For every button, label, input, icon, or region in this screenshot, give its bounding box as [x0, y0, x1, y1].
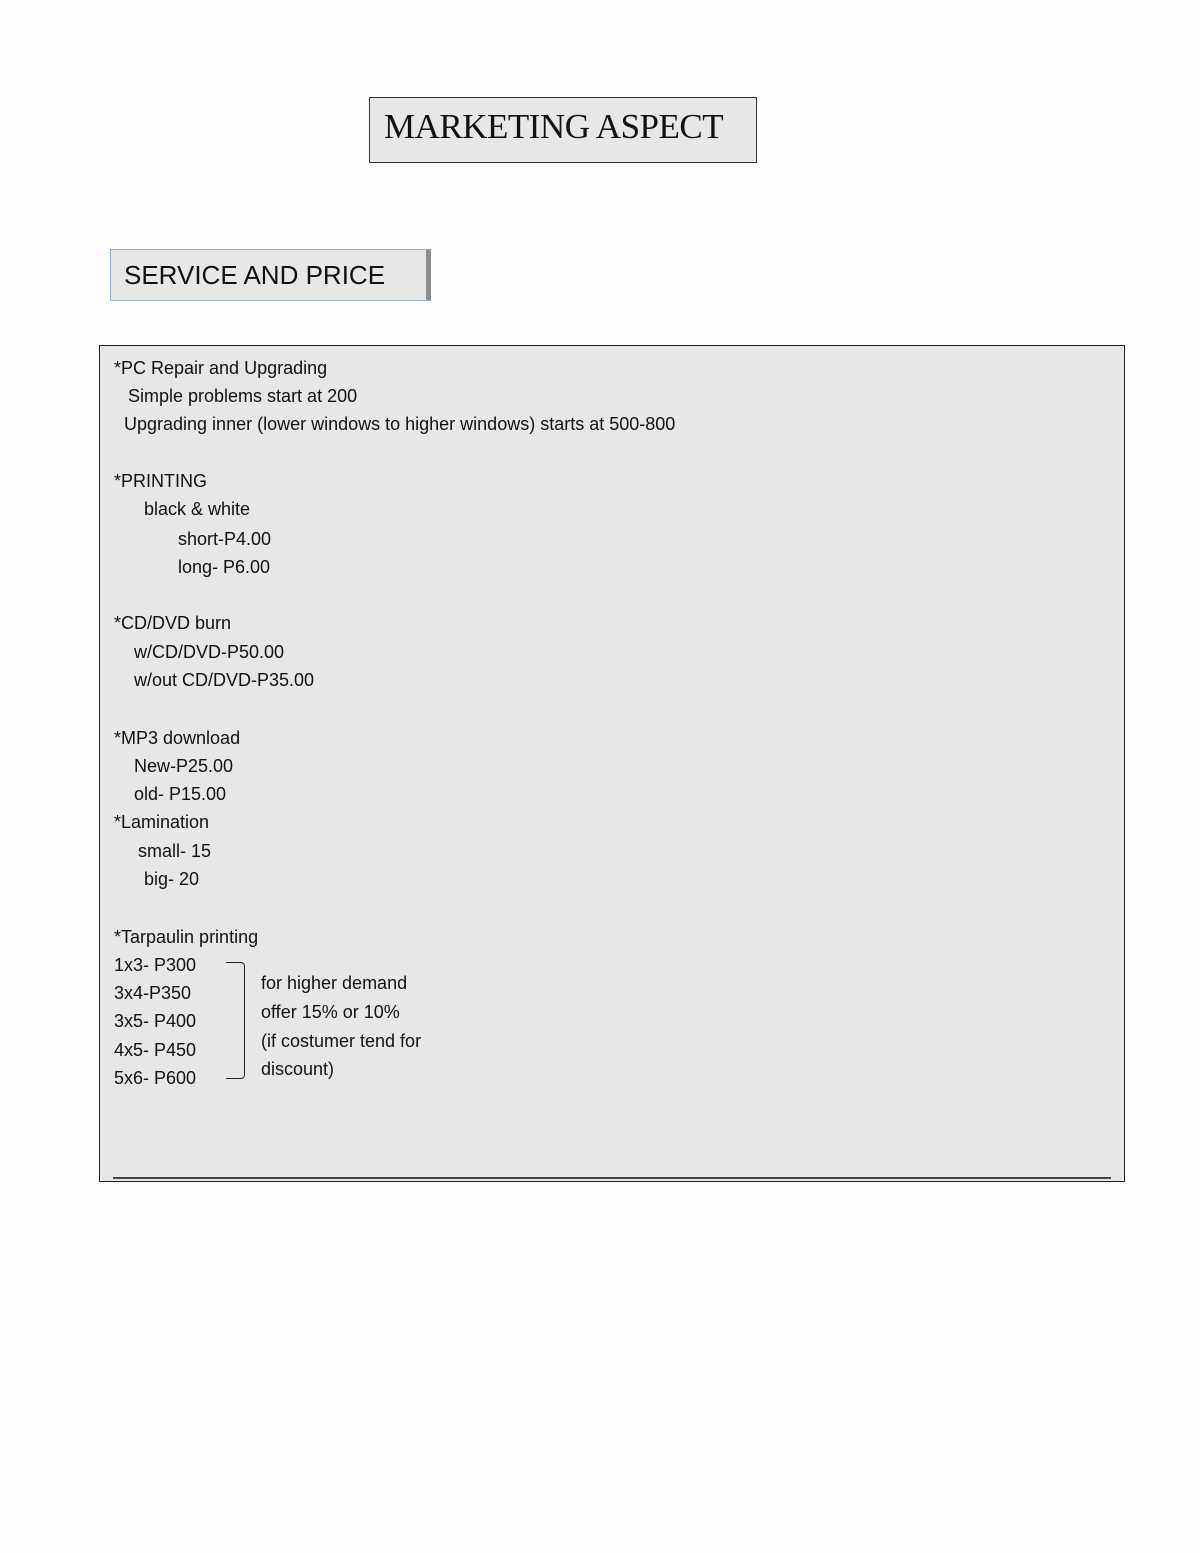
- tarpaulin-size-price: 3x5- P400: [114, 1011, 197, 1031]
- lamination-heading: *Lamination: [114, 812, 210, 832]
- pc-repair-line: Upgrading inner (lower windows to higher windows) starts at 500-800: [124, 414, 676, 434]
- tarpaulin-note-line: discount): [261, 1059, 335, 1079]
- page-title: MARKETING ASPECT: [384, 107, 724, 146]
- lamination-small-price: small- 15: [138, 841, 212, 861]
- price-list-box: [99, 345, 1125, 1182]
- tarpaulin-size-price: 5x6- P600: [114, 1068, 197, 1088]
- tarpaulin-note-line: (if costumer tend for: [261, 1031, 422, 1051]
- title-box: [369, 97, 757, 163]
- printing-subheading: black & white: [144, 499, 251, 519]
- section-heading: SERVICE AND PRICE: [124, 260, 386, 290]
- cd-dvd-heading: *CD/DVD burn: [114, 613, 232, 633]
- cd-dvd-without-price: w/out CD/DVD-P35.00: [134, 670, 315, 690]
- printing-heading: *PRINTING: [114, 471, 208, 491]
- tarpaulin-size-price: 1x3- P300: [114, 955, 197, 975]
- tarpaulin-heading: *Tarpaulin printing: [114, 927, 259, 947]
- bottom-divider: [113, 1177, 1111, 1179]
- cd-dvd-with-price: w/CD/DVD-P50.00: [134, 642, 285, 662]
- mp3-new-price: New-P25.00: [134, 756, 234, 776]
- tarpaulin-bracket: [226, 962, 245, 1079]
- pc-repair-heading: *PC Repair and Upgrading: [114, 358, 328, 378]
- tarpaulin-size-price: 3x4-P350: [114, 983, 192, 1003]
- pc-repair-line: Simple problems start at 200: [128, 386, 358, 406]
- printing-long-price: long- P6.00: [178, 557, 271, 577]
- lamination-big-price: big- 20: [144, 869, 200, 889]
- mp3-old-price: old- P15.00: [134, 784, 227, 804]
- tarpaulin-size-price: 4x5- P450: [114, 1040, 197, 1060]
- mp3-heading: *MP3 download: [114, 728, 241, 748]
- tarpaulin-note-line: for higher demand: [261, 973, 408, 993]
- printing-short-price: short-P4.00: [178, 529, 272, 549]
- tarpaulin-note-line: offer 15% or 10%: [261, 1002, 400, 1022]
- section-heading-box: [110, 249, 431, 301]
